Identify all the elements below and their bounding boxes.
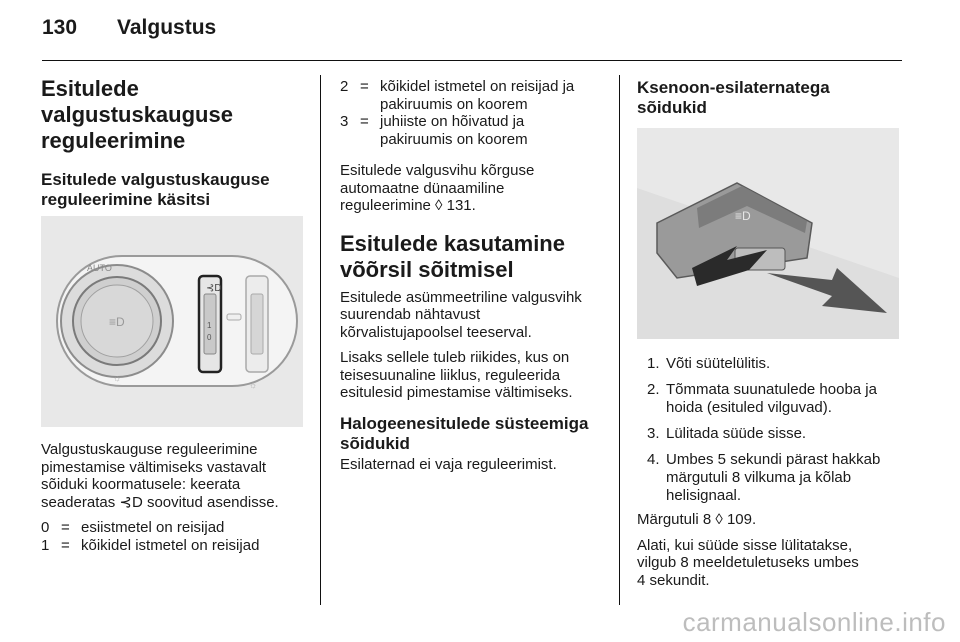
definition-row: 2 = kõikidel istmetel on reisijad ja pakiruumis on koorem xyxy=(340,78,575,113)
header-rule xyxy=(42,60,902,61)
sun-icon-small: ☼ xyxy=(113,373,122,383)
list-item: 3. Lülitada süüde sisse. xyxy=(647,425,807,442)
definition-row: 1 = kõikidel istmetel on reisijad xyxy=(41,536,260,554)
auto-leveling-paragraph: Esitulede valgusvihu kõrguse automaatne dünaamiline reguleerimine ◊ 131. xyxy=(340,162,535,214)
column-3-body xyxy=(637,355,902,589)
definition-row: 3 = juhiiste on hõivatud ja pakiruumis on koorem xyxy=(340,113,528,148)
section-heading: Ksenoon-esilaternatega sõidukid xyxy=(637,78,830,117)
paragraph: Esilaternad ei vaja reguleerimist. xyxy=(340,455,557,473)
paragraph: Lisaks sellele tuleb riikides, kus on teisesuunaline liiklus, reguleerida esitulesid pimestamise vältimiseks. xyxy=(340,349,573,401)
column-3 xyxy=(637,78,902,118)
turn-signal-lever-figure xyxy=(637,128,899,339)
sun-icon: ☼ xyxy=(249,380,258,390)
beam-icon: ≡D xyxy=(735,209,751,223)
column-1-body xyxy=(41,441,309,554)
watermark: carmanualsonline.info xyxy=(682,607,946,637)
subsection-heading: Halogeenesitulede süsteemiga sõidukid xyxy=(340,413,589,453)
page-number: 130 xyxy=(42,16,78,39)
headlight-range-icon: ⊰D xyxy=(206,283,222,294)
paragraph: Valgustuskauguse reguleerimine pimestamise vältimiseks vastavalt sõiduki koormatusele: keerata seaderatas ⊰D soovitud asendisse. xyxy=(41,441,279,511)
list-item: 1. Võti süütelülitis. xyxy=(647,355,771,372)
subsection-heading: Esitulede valgustuskauguse reguleerimine käsitsi xyxy=(41,170,270,209)
column-divider-1 xyxy=(320,75,321,605)
definition-row: 0 = esiistmetel on reisijad xyxy=(41,519,225,536)
column-divider-2 xyxy=(619,75,620,605)
list-item: 2. Tõmmata suunatulede hooba ja hoida (esituled vilguvad). xyxy=(647,381,877,416)
fog-light-icon: ≡D xyxy=(109,315,125,329)
list-item: 4. Umbes 5 sekundi pärast hakkab märgutuli 8 vilkuma ja kõlab helisignaal. xyxy=(647,451,881,504)
paragraph: Alati, kui süüde sisse lülitatakse, vilgub 8 meeldetuletuseks umbes 4 sekundit. xyxy=(637,536,859,589)
column-1 xyxy=(41,70,309,210)
column-2 xyxy=(340,78,610,473)
definition-list xyxy=(41,519,259,554)
page-title: Valgustus xyxy=(117,16,217,39)
headlight-switch-figure xyxy=(41,216,303,427)
turn-signal-lever-illustration xyxy=(637,128,899,339)
range-scale-0: 0 xyxy=(207,333,212,342)
section-heading: Esitulede valgustuskauguse reguleerimine xyxy=(41,76,233,153)
section-heading: Esitulede kasutamine võõrsil sõitmisel xyxy=(340,230,565,282)
separator-slot xyxy=(227,314,241,320)
auto-label: AUTO xyxy=(87,263,112,273)
procedure-steps xyxy=(637,355,902,505)
paragraph: Esitulede asümmeetriline valgusvihk suurendab nähtavust kõrvalistujapoolsel teeserval. xyxy=(340,288,582,341)
range-scale-1: 1 xyxy=(207,321,212,330)
paragraph: Märgutuli 8 ◊ 109. xyxy=(637,511,757,528)
definition-list xyxy=(340,78,574,148)
dimmer-thumbwheel[interactable] xyxy=(251,294,263,354)
headlight-switch-illustration xyxy=(41,216,303,427)
